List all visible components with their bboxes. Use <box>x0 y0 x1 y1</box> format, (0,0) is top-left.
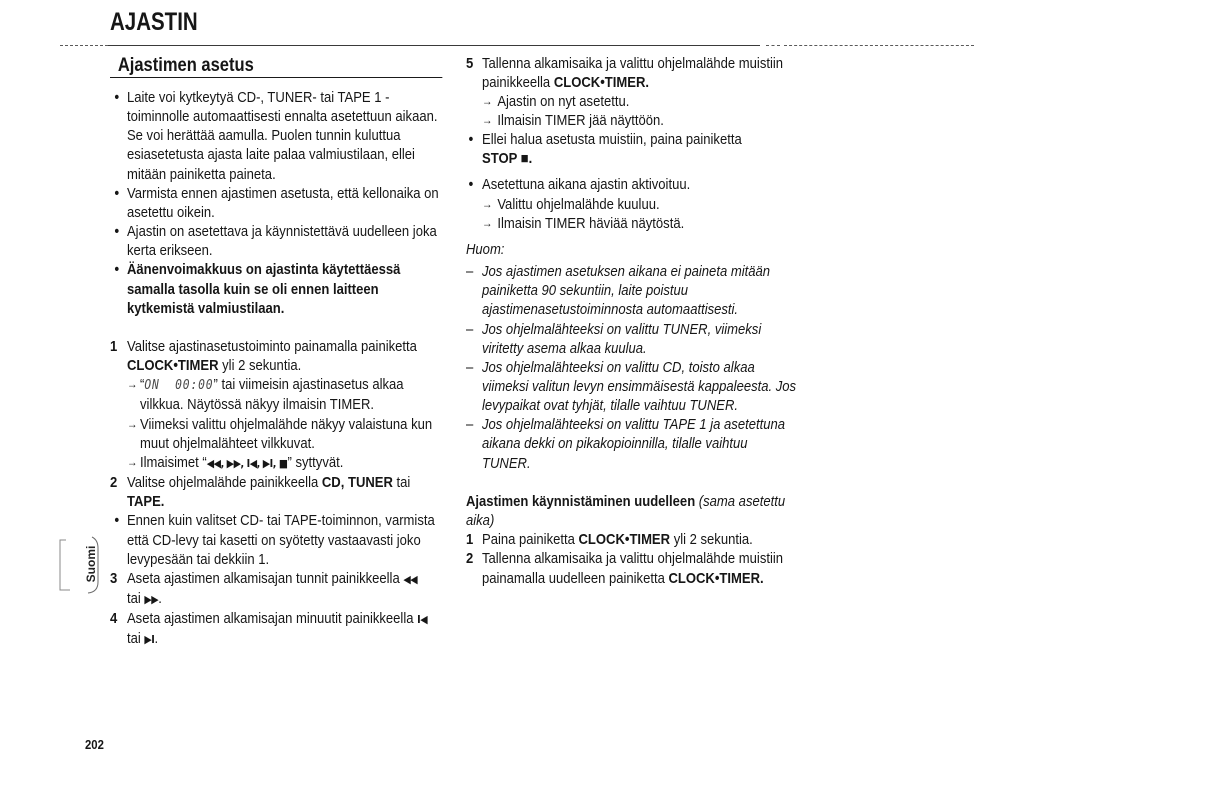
text-line: Asetettuna aikana ajastin aktivoituu. <box>481 176 691 194</box>
intro-bullet-check-clock <box>110 184 449 222</box>
text-segment: yli 2 sekuntia. <box>218 357 302 375</box>
text-line: Tallenna alkamisaika ja valittu ohjelmalähde muistiin <box>481 550 784 568</box>
quote-open: “ <box>140 376 145 394</box>
text-line: levypaikat ovat tyhjät, tilalle vaihtuu TUNER. <box>481 397 739 415</box>
text-line: Ennen kuin valitset CD- tai TAPE-toiminnon, varmista <box>126 512 435 530</box>
bullet-marker: • <box>114 89 120 106</box>
text-line: samalla tasolla kuin se oli ennen laitteen <box>126 280 379 298</box>
intro-bullet-restart-each-time <box>110 222 449 260</box>
button-name-clock-timer: CLOCK•TIMER <box>126 357 219 375</box>
bullet-marker: • <box>114 223 120 241</box>
restart-step-2 <box>466 549 805 587</box>
text-line: painiketta 90 sekuntiin, laite poistuu <box>481 282 689 300</box>
step-1 <box>110 337 449 473</box>
text-line: TUNER. <box>481 454 531 472</box>
text-line <box>127 589 449 609</box>
note-item <box>466 262 805 319</box>
header-rule-left <box>60 45 108 46</box>
text-segment: Aseta ajastimen alkamisajan minuutit painikkeella <box>126 610 418 628</box>
text-segment: . <box>154 630 159 648</box>
step-5-result-indicator <box>466 111 805 130</box>
text-segment: painikkeella <box>481 73 554 91</box>
bullet-marker: • <box>468 131 474 149</box>
text-line: Ilmaisin TIMER jää näyttöön. <box>497 111 664 129</box>
text-line: Ajastin on asetettava ja käynnistettävä uudelleen joka <box>126 223 437 241</box>
step-number: 4 <box>110 610 118 628</box>
intro-bullet-list <box>110 88 449 318</box>
note-item <box>466 358 805 415</box>
button-names-cd-tuner: CD, TUNER <box>321 474 393 492</box>
restart-heading <box>466 492 805 511</box>
notes-label: Huom: <box>466 240 505 258</box>
text-line <box>127 609 449 629</box>
right-column <box>466 54 805 588</box>
text-line: asetettu oikein. <box>126 203 215 221</box>
header-rule <box>108 45 760 46</box>
text-line: muut ohjelmalähteet vilkkuvat. <box>140 434 315 452</box>
transport-symbols: ◀◀, ▶▶, I◀, ▶I, ■ <box>206 456 288 470</box>
text-segment: Ilmaisimet “ <box>140 453 207 471</box>
step-1-result-indicators <box>110 453 449 473</box>
text-segment: tai viimeisin ajastinasetus alkaa <box>217 376 404 394</box>
text-line: Tallenna alkamisaika ja valittu ohjelmalähde muistiin <box>481 54 784 72</box>
text-segment: Valitse ohjelmalähde painikkeella <box>126 474 322 492</box>
text-line: Laite voi kytkeytyä CD-, TUNER- tai TAPE 1 - <box>126 89 390 106</box>
text-line: viimeksi valitun levyn ensimmäisestä kappaleesta. Jos <box>481 378 797 395</box>
step-1-result-source-lit <box>110 415 449 453</box>
quote-close: ” <box>213 376 218 394</box>
text-segment: ” syttyvät. <box>287 453 344 471</box>
text-line: Jos ohjelmalähteeksi on valittu TAPE 1 ja asetettuna <box>481 416 785 434</box>
dash-marker: – <box>466 416 474 434</box>
arrow-marker: → <box>126 377 138 392</box>
skip-back-icon: I◀ <box>417 613 428 627</box>
text-line: vilkkua. Näytössä näkyy ilmaisin TIMER. <box>140 396 375 414</box>
text-segment: tai <box>126 590 145 608</box>
display-readout: ON 00:00 <box>144 378 214 394</box>
step-1-instruction <box>110 337 449 375</box>
text-segment: Aseta ajastimen alkamisajan tunnit painikkeella <box>126 569 404 587</box>
text-line: viritetty asema alkaa kuulua. <box>481 339 647 357</box>
arrow-marker: → <box>126 416 138 431</box>
step-2-tip <box>110 511 449 568</box>
arrow-marker: → <box>481 112 493 127</box>
button-name-tape: TAPE. <box>126 493 165 511</box>
dash-marker: – <box>466 320 474 338</box>
text-line: Se voi herättää aamulla. Puolen tunnin kuluttua <box>126 127 401 145</box>
dash-marker: – <box>466 263 474 281</box>
step-5-instruction <box>466 54 805 92</box>
activation-block <box>466 175 805 232</box>
arrow-marker: → <box>481 215 493 230</box>
text-line <box>127 569 449 589</box>
language-tab-label: Suomi <box>84 545 98 583</box>
text-line: esiasetetusta ajasta laite palaa valmiustilaan, ellei <box>126 146 415 164</box>
skip-forward-icon: ▶I <box>144 633 155 647</box>
text-line: toiminnolle automaattisesti ennalta asetettuun aikaan. <box>126 108 438 126</box>
step-2-instruction <box>110 473 449 511</box>
section-heading-timer-setup: Ajastimen asetus <box>110 55 442 78</box>
text-line <box>482 73 805 92</box>
rewind-icon: ◀◀ <box>403 572 418 586</box>
activation-result-source <box>466 195 805 214</box>
step-3 <box>110 569 449 609</box>
step-5-result-set <box>466 92 805 111</box>
cancel-bullet <box>466 130 805 168</box>
text-line: Valitse ajastinasetustoiminto painamalla painiketta <box>126 338 417 356</box>
arrow-marker: → <box>481 93 493 108</box>
intro-bullet-auto-switch <box>110 88 449 184</box>
left-column <box>110 55 449 650</box>
text-line <box>140 375 449 395</box>
text-line: Ilmaisin TIMER häviää näytöstä. <box>497 214 685 232</box>
step-2 <box>110 473 449 569</box>
bullet-marker: • <box>114 261 120 279</box>
step-number: 1 <box>110 338 118 356</box>
page-title: AJASTIN <box>110 8 198 36</box>
text-line: mitään painiketta paineta. <box>126 165 276 183</box>
text-line: Jos ohjelmalähteeksi on valittu TUNER, viimeksi <box>481 320 762 338</box>
step-number: 5 <box>466 54 474 72</box>
step-number: 2 <box>466 550 474 568</box>
text-line: Äänenvoimakkuus on ajastinta käytettäessä <box>126 261 401 279</box>
restart-section <box>466 492 805 588</box>
text-segment: . <box>158 590 162 608</box>
text-segment: painamalla uudelleen painiketta <box>481 569 669 587</box>
page-number: 202 <box>85 737 104 752</box>
header-rule-right <box>784 45 974 46</box>
step-1-result-display-blinks <box>110 375 449 414</box>
activation-result-indicator <box>466 214 805 233</box>
text-line: ajastimenasetustoiminnosta automaattisesti. <box>481 301 739 319</box>
restart-heading-note-continued: aika) <box>466 512 495 530</box>
text-line <box>482 569 805 588</box>
button-name-clock-timer: CLOCK•TIMER <box>578 531 671 549</box>
text-line: kerta erikseen. <box>126 242 213 260</box>
restart-heading-note: (sama asetettu <box>695 492 786 510</box>
text-line: Varmista ennen ajastimen asetusta, että kellonaika on <box>126 184 439 202</box>
restart-heading-title: Ajastimen käynnistäminen uudelleen <box>466 492 696 510</box>
step-number: 3 <box>110 569 118 587</box>
text-line: levypesään tai dekkiin 1. <box>126 550 270 568</box>
arrow-marker: → <box>481 196 493 211</box>
text-segment: tai <box>392 474 411 492</box>
text-line: Ellei halua asetusta muistiin, paina painiketta <box>481 131 742 149</box>
tab-bracket-left <box>60 540 70 590</box>
restart-step-1 <box>466 530 805 549</box>
text-line: kytkemistä valmiustilaan. <box>126 299 285 317</box>
text-line <box>140 453 449 473</box>
bullet-marker: • <box>468 176 474 194</box>
text-line: Jos ajastimen asetuksen aikana ei paineta mitään <box>481 263 771 281</box>
step-5 <box>466 54 805 131</box>
fast-forward-icon: ▶▶ <box>144 593 159 607</box>
header-rule-gap <box>766 45 780 46</box>
activation-bullet <box>466 175 805 194</box>
text-line <box>127 629 449 649</box>
button-name-stop: STOP ■. <box>481 150 533 168</box>
notes-list <box>466 262 805 473</box>
bullet-marker: • <box>114 184 120 202</box>
text-segment: tai <box>126 630 145 648</box>
text-line: aikana dekki on pikakopioinnilla, tilalle vaihtuu <box>481 435 748 453</box>
note-item <box>466 320 805 358</box>
step-number: 1 <box>466 531 474 549</box>
step-4 <box>110 609 449 649</box>
text-line: että CD-levy tai kasetti on syötetty vastaavasti joko <box>126 531 421 549</box>
button-name-clock-timer: CLOCK•TIMER. <box>553 73 650 91</box>
bullet-marker: • <box>114 512 120 530</box>
intro-bullet-volume-warning <box>110 260 449 317</box>
text-line: Ajastin on nyt asetettu. <box>497 92 630 110</box>
text-line: Viimeksi valittu ohjelmalähde näkyy valaistuna kun <box>140 415 433 433</box>
text-segment: yli 2 sekuntia. <box>670 531 753 549</box>
setup-steps-list <box>110 337 449 650</box>
text-line <box>127 356 449 375</box>
button-name-clock-timer: CLOCK•TIMER. <box>668 569 764 587</box>
text-line <box>127 473 449 492</box>
text-line: Jos ohjelmalähteeksi on valittu CD, toisto alkaa <box>481 358 755 376</box>
text-line <box>482 530 805 549</box>
text-line: Valittu ohjelmalähde kuuluu. <box>497 195 660 213</box>
arrow-marker: → <box>126 454 138 469</box>
step-number: 2 <box>110 474 118 492</box>
note-item <box>466 415 805 472</box>
text-segment: Paina painiketta <box>481 531 579 549</box>
dash-marker: – <box>466 358 474 376</box>
